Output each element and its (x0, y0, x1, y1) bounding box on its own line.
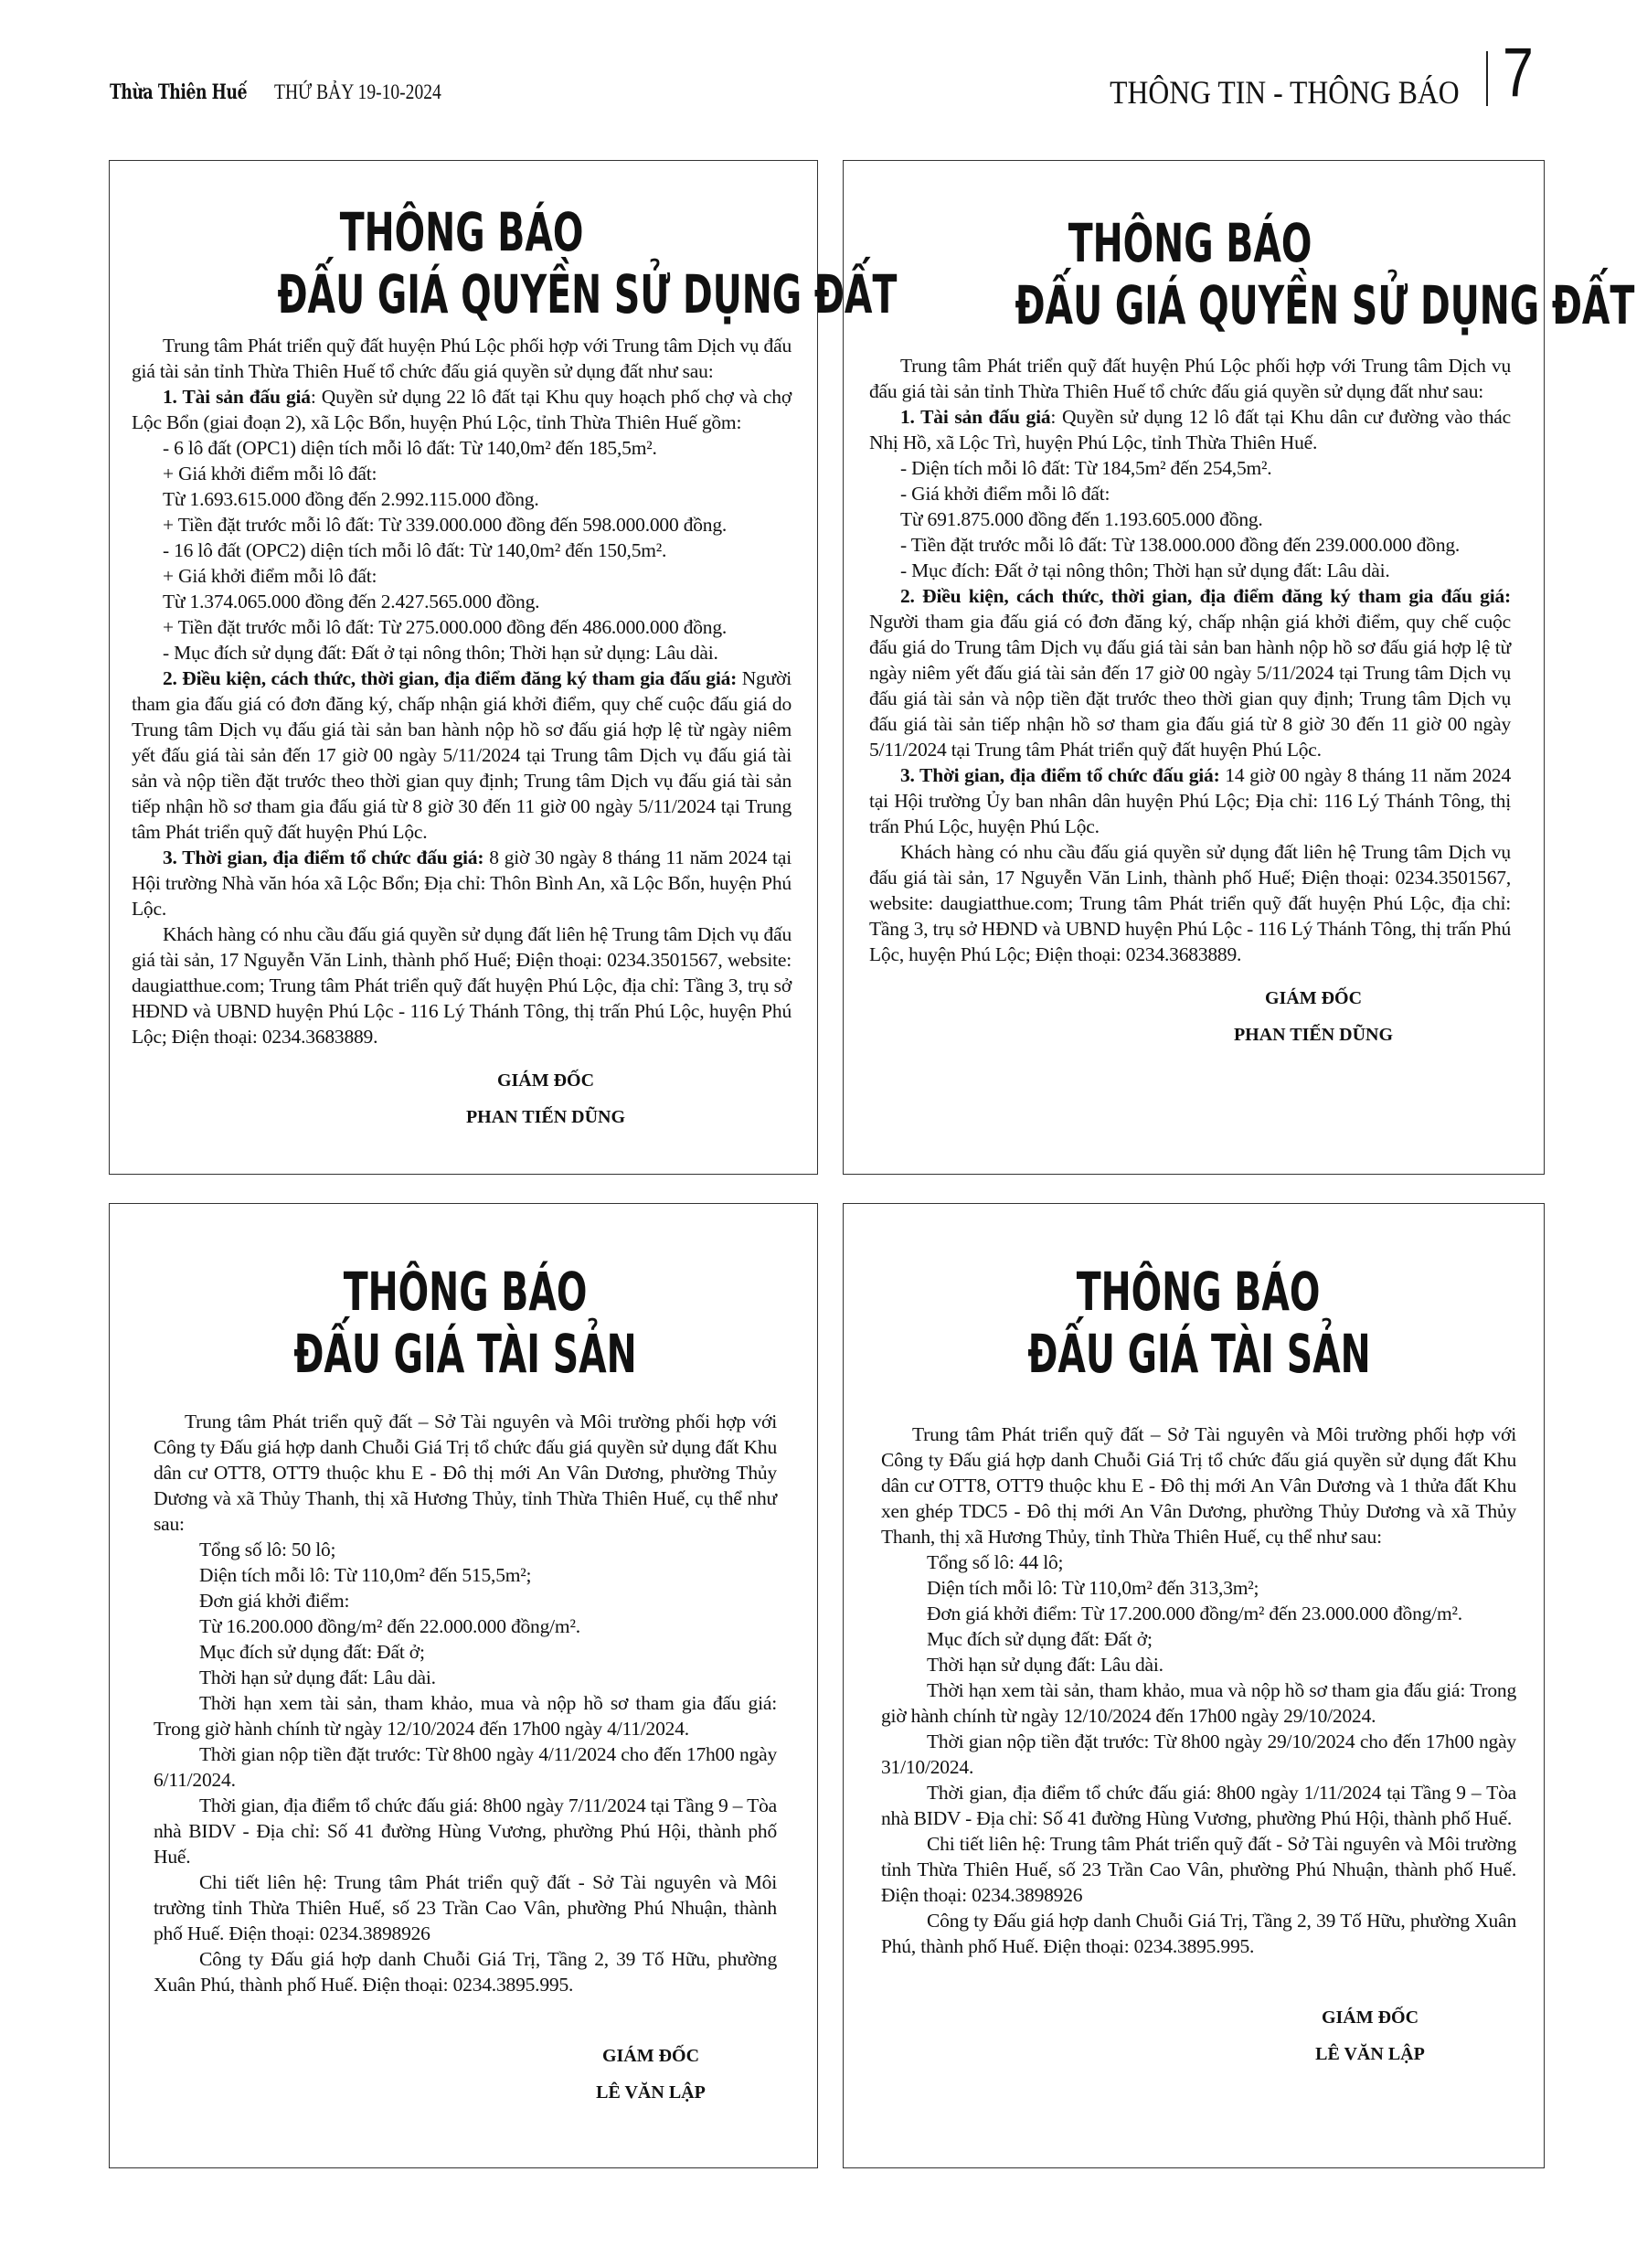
paragraph-text: Thời gian nộp tiền đặt trước: Từ 8h00 ngày 29/10/2024 cho đến 17h00 ngày 31/10/2024. (881, 1730, 1516, 1778)
notice-paragraph (869, 558, 1511, 583)
notice-paragraph (869, 455, 1511, 481)
notice-title-text: ĐẤU GIÁ QUYỀN SỬ DỤNG ĐẤT (277, 263, 898, 325)
notice-title (869, 212, 1635, 336)
paragraph-heading: 2. Điều kiện, cách thức, thời gian, địa điểm đăng ký tham gia đấu giá: (900, 585, 1511, 607)
notice-paragraph (881, 1601, 1516, 1626)
notice-paragraph (132, 921, 792, 1049)
paragraph-text: + Tiền đặt trước mỗi lô đất: Từ 339.000.000 đồng đến 598.000.000 đồng. (163, 514, 728, 536)
paragraph-text: Trung tâm Phát triển quỹ đất – Sở Tài nguyên và Môi trường phối hợp với Công ty Đấu giá hợp danh Chuỗi Giá Trị tổ chức đấu giá quyền sử dụng đất Khu dân cư OTT8, OTT9 thuộc khu E - Đô thị mới An Vân Dương và 1 thửa đất Khu xen ghép TDC5 - Đô thị mới An Vân Dương, phường Thủy Dương và xã Thủy Thanh, thị xã Hương Thủy, tỉnh Thừa Thiên Huế, cụ thể như sau: (881, 1423, 1516, 1548)
paragraph-text: Mục đích sử dụng đất: Đất ở; (199, 1641, 425, 1663)
notice-paragraph (154, 1588, 777, 1613)
notice-paragraph (869, 404, 1511, 455)
notice-title-text: ĐẤU GIÁ TÀI SẢN (1026, 1323, 1371, 1385)
paragraph-text: - 6 lô đất (OPC1) diện tích mỗi lô đất: Từ 140,0m² đến 185,5m². (163, 437, 657, 459)
paragraph-text: Người tham gia đấu giá có đơn đăng ký, chấp nhận giá khởi điểm, quy chế cuộc đấu giá do Trung tâm Dịch vụ đấu giá tài sản ban hành nộp hồ sơ đấu giá hợp lệ từ ngày niêm yết đấu giá tài sản đến 17 giờ 00 ngày 5/11/2024 tại Trung tâm Dịch vụ đấu giá tài sản và nộp tiền đặt trước theo thời gian quy định; Trung tâm Dịch vụ đấu giá tài sản tiếp nhận hồ sơ tham gia đấu giá từ 8 giờ 30 đến 11 giờ 00 ngày 5/11/2024 tại Trung tâm Phát triển quỹ đất huyện Phú Lộc. (869, 611, 1511, 761)
paragraph-text: Diện tích mỗi lô: Từ 110,0m² đến 515,5m²; (199, 1564, 532, 1586)
notice-title-text: THÔNG BÁO (1077, 1261, 1321, 1323)
newspaper-masthead: Thừa Thiên Huế (110, 80, 248, 104)
paragraph-text: 14 giờ 00 ngày 8 tháng 11 năm 2024 tại Hội trường Ủy ban nhân dân huyện Phú Lộc; Địa chỉ: 116 Lý Thánh Tông, thị trấn Phú Lộc, huyện Phú Lộc. (869, 764, 1511, 837)
notice-paragraph (132, 486, 792, 512)
notice-paragraph (132, 563, 792, 589)
notice-paragraph (132, 384, 792, 435)
paragraph-text: - Giá khởi điểm mỗi lô đất: (900, 483, 1110, 505)
notice-title-line (154, 1323, 777, 1385)
section-title: THÔNG TIN - THÔNG BÁO (1110, 74, 1460, 111)
paragraph-text: Từ 16.200.000 đồng/m² đến 22.000.000 đồng/m². (199, 1615, 580, 1637)
notice-paragraph (154, 1793, 777, 1869)
notice-paragraph (154, 1613, 777, 1639)
notice-title-line (132, 263, 898, 325)
paragraph-text: Thời gian nộp tiền đặt trước: Từ 8h00 ngày 4/11/2024 cho đến 17h00 ngày 6/11/2024. (154, 1743, 777, 1791)
paragraph-text: Thời gian, địa điểm tổ chức đấu giá: 8h00 ngày 1/11/2024 tại Tầng 9 – Tòa nhà BIDV - Địa chỉ: Số 41 đường Hùng Vương, phường Phú Hội, thành phố Huế. (881, 1782, 1516, 1829)
paragraph-text: Thời hạn sử dụng đất: Lâu dài. (199, 1666, 436, 1688)
paragraph-text: Trung tâm Phát triển quỹ đất huyện Phú Lộc phối hợp với Trung tâm Dịch vụ đấu giá tài sản tỉnh Thừa Thiên Huế tổ chức đấu giá quyền sử dụng đất như sau: (132, 335, 792, 382)
notice-paragraph (154, 1741, 777, 1793)
paragraph-text: Từ 691.875.000 đồng đến 1.193.605.000 đồng. (900, 508, 1263, 530)
paragraph-heading: 3. Thời gian, địa điểm tổ chức đấu giá: (163, 847, 484, 868)
notice-title-text: ĐẤU GIÁ TÀI SẢN (293, 1323, 637, 1385)
paragraph-text: + Tiền đặt trước mỗi lô đất: Từ 275.000.000 đồng đến 486.000.000 đồng. (163, 616, 728, 638)
paragraph-text: Thời hạn xem tài sản, tham khảo, mua và nộp hồ sơ tham gia đấu giá: Trong giờ hành chính từ ngày 12/10/2024 đến 17h00 ngày 4/11/2024. (154, 1692, 777, 1740)
notice-paragraph (869, 532, 1511, 558)
notice-title-line (869, 274, 1635, 336)
notice-paragraph (881, 1729, 1516, 1780)
paragraph-heading: 1. Tài sản đấu giá (900, 406, 1051, 428)
notice-paragraph (154, 1869, 777, 1946)
paragraph-text: Mục đích sử dụng đất: Đất ở; (927, 1628, 1153, 1650)
paragraph-text: Người tham gia đấu giá có đơn đăng ký, chấp nhận giá khởi điểm, quy chế cuộc đấu giá do Trung tâm Dịch vụ đấu giá tài sản ban hành nộp hồ sơ đấu giá hợp lệ từ ngày niêm yết đấu giá tài sản đến 17 giờ 00 ngày 5/11/2024 tại Trung tâm Dịch vụ đấu giá tài sản và nộp tiền đặt trước theo thời gian quy định; Trung tâm Dịch vụ đấu giá tài sản tiếp nhận hồ sơ tham gia đấu giá từ 8 giờ 30 đến 11 giờ 00 ngày 5/11/2024 tại Trung tâm Phát triển quỹ đất huyện Phú Lộc. (132, 667, 792, 843)
notice-paragraph (132, 538, 792, 563)
notice-paragraph (154, 1562, 777, 1588)
paragraph-heading: 1. Tài sản đấu giá (163, 386, 311, 408)
notice-land-auction-loc-tri (843, 160, 1635, 1175)
paragraph-text: Diện tích mỗi lô: Từ 110,0m² đến 313,3m²; (927, 1577, 1259, 1599)
paragraph-text: : Quyền sử dụng 22 lô đất tại Khu quy hoạch phố chợ và chợ Lộc Bổn (giai đoạn 2), xã Lộc Bổn, huyện Phú Lộc, tỉnh Thừa Thiên Huế gồm: (132, 386, 792, 433)
notice-paragraph (154, 1946, 777, 1997)
notice-paragraph (869, 353, 1511, 404)
notice-title (132, 201, 898, 325)
signature-name: LÊ VĂN LẬP (596, 2082, 706, 2103)
notice-paragraph (869, 583, 1511, 762)
signature-title: GIÁM ĐỐC (1321, 2007, 1419, 2028)
notice-body (132, 333, 792, 1049)
paragraph-heading: 3. Thời gian, địa điểm tổ chức đấu giá: (900, 764, 1220, 786)
paragraph-text: - Diện tích mỗi lô đất: Từ 184,5m² đến 254,5m². (900, 457, 1272, 479)
notice-paragraph (881, 1780, 1516, 1831)
page-number: 7 (1503, 34, 1534, 112)
paragraph-text: Từ 1.693.615.000 đồng đến 2.992.115.000 đồng. (163, 488, 539, 510)
notice-body (869, 353, 1511, 967)
notice-paragraph (881, 1908, 1516, 1959)
notice-title-line (881, 1323, 1516, 1385)
notice-asset-auction-50-lots (109, 1203, 818, 2168)
notice-paragraph (881, 1575, 1516, 1601)
notice-paragraph (154, 1639, 777, 1665)
notice-paragraph (154, 1690, 777, 1741)
paragraph-text: Chi tiết liên hệ: Trung tâm Phát triển quỹ đất - Sở Tài nguyên và Môi trường tỉnh Thừa Thiên Huế, số 23 Trần Cao Vân, phường Phú Nhuận, thành phố Huế. Điện thoại: 0234.3898926 (154, 1871, 777, 1944)
issue-date: THỨ BẢY 19-10-2024 (274, 80, 442, 103)
notice-title-line (154, 1261, 777, 1323)
paragraph-text: Công ty Đấu giá hợp danh Chuỗi Giá Trị, Tầng 2, 39 Tố Hữu, phường Xuân Phú, thành phố Huế. Điện thoại: 0234.3895.995. (881, 1910, 1516, 1957)
paragraph-text: Khách hàng có nhu cầu đấu giá quyền sử dụng đất liên hệ Trung tâm Dịch vụ đấu giá tài sản, 17 Nguyễn Văn Linh, thành phố Huế; Điện thoại: 0234.3501567, website: daugiatthue.com; Trung tâm Phát triển quỹ đất huyện Phú Lộc, địa chỉ: Tầng 3, trụ sở HĐND và UBND huyện Phú Lộc - 116 Lý Thánh Tông, thị trấn Phú Lộc, huyện Phú Lộc; Điện thoại: 0234.3683889. (132, 923, 792, 1048)
paragraph-text: 8 giờ 30 ngày 8 tháng 11 năm 2024 tại Hội trường Nhà văn hóa xã Lộc Bổn; Địa chỉ: Thôn Bình An, xã Lộc Bổn, huyện Phú Lộc. (132, 847, 792, 920)
notice-title-line (869, 212, 1511, 274)
paragraph-text: Trung tâm Phát triển quỹ đất huyện Phú Lộc phối hợp với Trung tâm Dịch vụ đấu giá tài sản tỉnh Thừa Thiên Huế tổ chức đấu giá quyền sử dụng đất như sau: (869, 355, 1511, 402)
notice-paragraph (881, 1831, 1516, 1908)
paragraph-text: + Giá khởi điểm mỗi lô đất: (163, 463, 377, 484)
notice-paragraph (881, 1549, 1516, 1575)
signature-block (1167, 980, 1460, 1053)
notice-paragraph (132, 589, 792, 614)
notice-paragraph (869, 762, 1511, 839)
notice-paragraph (881, 1626, 1516, 1652)
notice-paragraph (881, 1652, 1516, 1677)
notice-paragraph (154, 1409, 777, 1537)
notice-paragraph (154, 1665, 777, 1690)
notice-title-line (881, 1261, 1516, 1323)
paragraph-text: - Tiền đặt trước mỗi lô đất: Từ 138.000.000 đồng đến 239.000.000 đồng. (900, 534, 1461, 556)
paragraph-text: Trung tâm Phát triển quỹ đất – Sở Tài nguyên và Môi trường phối hợp với Công ty Đấu giá hợp danh Chuỗi Giá Trị tổ chức đấu giá quyền sử dụng đất Khu dân cư OTT8, OTT9 thuộc khu E - Đô thị mới An Vân Dương, phường Thủy Dương và xã Thủy Thanh, thị xã Hương Thủy, tỉnh Thừa Thiên Huế, cụ thể như sau: (154, 1411, 777, 1535)
notice-paragraph (132, 614, 792, 640)
notice-paragraph (154, 1537, 777, 1562)
signature-title: GIÁM ĐỐC (496, 1070, 595, 1091)
notice-paragraph (132, 461, 792, 486)
signature-block (399, 1062, 692, 1135)
notice-paragraph (869, 506, 1511, 532)
notice-paragraph (132, 665, 792, 845)
paragraph-text: Công ty Đấu giá hợp danh Chuỗi Giá Trị, Tầng 2, 39 Tố Hữu, phường Xuân Phú, thành phố Huế. Điện thoại: 0234.3895.995. (154, 1948, 777, 1996)
notice-asset-auction-44-lots (843, 1203, 1545, 2168)
paragraph-text: Khách hàng có nhu cầu đấu giá quyền sử dụng đất liên hệ Trung tâm Dịch vụ đấu giá tài sản, 17 Nguyễn Văn Linh, thành phố Huế; Điện thoại: 0234.3501567, website: daugiatthue.com; Trung tâm Phát triển quỹ đất huyện Phú Lộc, địa chỉ: Tầng 3, trụ sở HĐND và UBND huyện Phú Lộc - 116 Lý Thánh Tông, thị trấn Phú Lộc, huyện Phú Lộc; Điện thoại: 0234.3683889. (869, 841, 1511, 965)
paragraph-text: - 16 lô đất (OPC2) diện tích mỗi lô đất: Từ 140,0m² đến 150,5m². (163, 539, 667, 561)
header-divider (1486, 51, 1488, 106)
paragraph-text: : Quyền sử dụng 12 lô đất tại Khu dân cư đường vào thác Nhị Hồ, xã Lộc Trì, huyện Phú Lộc, tỉnh Thừa Thiên Huế. (869, 406, 1511, 453)
paragraph-text: Thời gian, địa điểm tổ chức đấu giá: 8h00 ngày 7/11/2024 tại Tầng 9 – Tòa nhà BIDV - Địa chỉ: Số 41 đường Hùng Vương, phường Phú Hội, thành phố Huế. (154, 1794, 777, 1868)
paragraph-text: Đơn giá khởi điểm: (199, 1590, 350, 1612)
notice-paragraph (132, 333, 792, 384)
notice-title-text: ĐẤU GIÁ QUYỀN SỬ DỤNG ĐẤT (1015, 274, 1635, 336)
signature-name: LÊ VĂN LẬP (1315, 2044, 1425, 2064)
notice-title-text: THÔNG BÁO (1068, 212, 1312, 274)
signature-block (1224, 1999, 1516, 2072)
paragraph-text: Thời hạn xem tài sản, tham khảo, mua và nộp hồ sơ tham gia đấu giá: Trong giờ hành chính từ ngày 12/10/2024 đến 17h00 ngày 29/10/2024. (881, 1679, 1516, 1727)
notice-paragraph (881, 1677, 1516, 1729)
paragraph-text: Đơn giá khởi điểm: Từ 17.200.000 đồng/m² đến 23.000.000 đồng/m². (927, 1603, 1462, 1624)
signature-name: PHAN TIẾN DŨNG (1233, 1025, 1394, 1045)
notice-body (154, 1409, 777, 1997)
notice-title-text: THÔNG BÁO (339, 201, 584, 263)
notice-paragraph (132, 512, 792, 538)
signature-title: GIÁM ĐỐC (1264, 988, 1363, 1008)
notice-paragraph (881, 1421, 1516, 1549)
signature-title: GIÁM ĐỐC (601, 2046, 700, 2066)
paragraph-text: Chi tiết liên hệ: Trung tâm Phát triển quỹ đất - Sở Tài nguyên và Môi trường tỉnh Thừa Thiên Huế, số 23 Trần Cao Vân, phường Phú Nhuận, thành phố Huế. Điện thoại: 0234.3898926 (881, 1833, 1516, 1906)
paragraph-text: + Giá khởi điểm mỗi lô đất: (163, 565, 377, 587)
notice-title (881, 1261, 1516, 1385)
paragraph-heading: 2. Điều kiện, cách thức, thời gian, địa điểm đăng ký tham gia đấu giá: (163, 667, 738, 689)
notice-body (881, 1421, 1516, 1959)
paragraph-text: Thời hạn sử dụng đất: Lâu dài. (927, 1654, 1164, 1676)
paragraph-text: Từ 1.374.065.000 đồng đến 2.427.565.000 đồng. (163, 591, 540, 612)
notice-paragraph (132, 435, 792, 461)
notice-paragraph (869, 481, 1511, 506)
paragraph-text: - Mục đích sử dụng đất: Đất ở tại nông thôn; Thời hạn sử dụng: Lâu dài. (163, 642, 718, 664)
signature-name: PHAN TIẾN DŨNG (465, 1107, 626, 1127)
signature-block (505, 2038, 797, 2111)
paragraph-text: Tổng số lô: 44 lô; (927, 1551, 1064, 1573)
paragraph-text: - Mục đích: Đất ở tại nông thôn; Thời hạn sử dụng đất: Lâu dài. (900, 559, 1390, 581)
notice-paragraph (132, 845, 792, 921)
notice-paragraph (869, 839, 1511, 967)
notice-title-line (132, 201, 792, 263)
notice-title (154, 1261, 777, 1385)
notice-land-auction-loc-bon (109, 160, 898, 1175)
paragraph-text: Tổng số lô: 50 lô; (199, 1539, 336, 1560)
page-header-left (110, 80, 471, 104)
notice-title-text: THÔNG BÁO (343, 1261, 588, 1323)
notice-paragraph (132, 640, 792, 665)
